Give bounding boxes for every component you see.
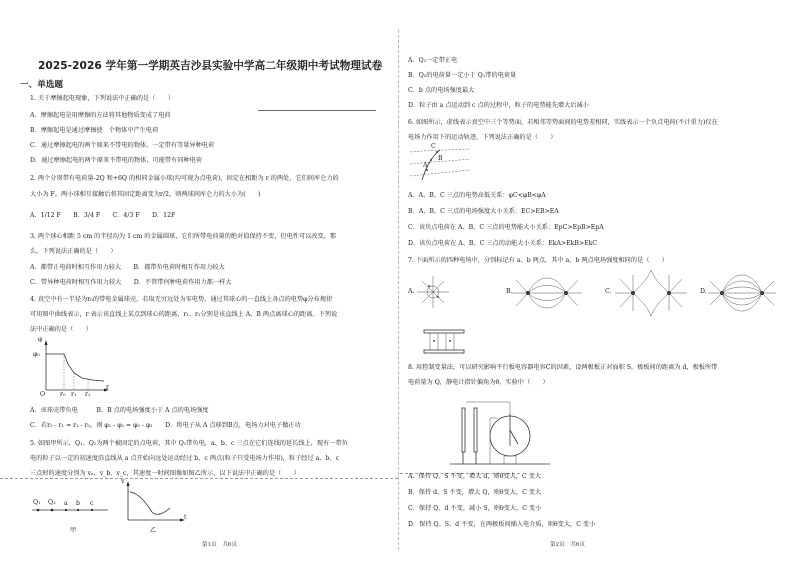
q5-c-label: c bbox=[90, 500, 94, 507]
q6-point-a: A bbox=[423, 162, 428, 169]
q4-stem: 可用图中曲线表示，r 表示该直线上某点到球心的距离，r₁、r₂分别是该直线上 A、B 两点离球心的距离。下列说 bbox=[30, 311, 338, 318]
q4-stem: 4. 真空中有一半径为r₀的带电金属球壳，若取无穷远处为零电势，通过其球心的一直线上各点的电势φ分布规律 bbox=[30, 296, 333, 303]
q2-stem: 2. 两个分别带有电荷量-2Q 和+6Q 的相同金属小球(均可视为点电荷)，固定在相距为 r 的两处，它们间库仑力的 bbox=[30, 175, 339, 182]
q6-option-b: B．A、B、C 三点的电场强度大小关系：EC>EB>EA bbox=[408, 208, 559, 215]
footer-page-1: 第1页 共6页 bbox=[202, 542, 238, 548]
q5-stem: 电的粒子以一定的初速度沿直线从 a 点开始向远处运动经过 b、c 两点(粒子只受电场力作用)，粒子经过 a、b、c bbox=[30, 455, 340, 462]
q8-option-b: B．保持 d、S 不变，增大 Q，则θ变大，C 变大 bbox=[408, 489, 542, 496]
q7-stem: 7. 下面所示的四种电场中，分别标记有 a、b 两点，其中 a、b 两点电场强度相同的是（ ） bbox=[408, 257, 668, 264]
q1-option-d: D．通过摩擦起电的两个原来不带电的物体，可能带有同种电荷 bbox=[30, 157, 203, 164]
q4-axis-phi: φ bbox=[38, 336, 43, 343]
q3-stem: 3. 两个球心相距 5 cm 的半径均为 1 cm 的金属圆球，它们所带电荷量的绝对值保持不变，但电性可以改变，那 bbox=[30, 233, 337, 240]
q5-jia-caption: 甲 bbox=[70, 527, 77, 534]
q6-point-b: B bbox=[438, 155, 443, 162]
exam-title: 2025-2026 学年第一学期英吉沙县实验中学高二年级期中考试物理试卷 bbox=[38, 60, 383, 72]
q4-r-label: r bbox=[106, 384, 109, 391]
footer-page-2: 第2页 共6页 bbox=[550, 542, 586, 548]
section-heading: 一、单选题 bbox=[20, 80, 63, 90]
q2-options: A．1/12 F B．3/4 F C．4/3 F D．12F bbox=[30, 212, 176, 219]
q4-options-cd: C．若r₂ - r₁ = r₁ - r₀，则 φ₁ - φ₂ = φ₀ - φ₁ D．将电子从 A 点移到B点，电场力对电子做正功 bbox=[30, 422, 301, 429]
q6-option-c: C．该负点电荷在 A、B、C 三点的电势能大小关系：EpC>EpB>EpA bbox=[408, 224, 604, 231]
q7-option-d-label: D. bbox=[700, 288, 707, 295]
q8-stem: 8. 用控制变量法，可以研究影响平行板电容器电容C的因素，设两极板正对面积 S，极板间的距离为 d，极板所带 bbox=[408, 364, 718, 371]
q1-stem: 1. 关于摩擦起电现象，下列说法中正确的是（ ） bbox=[30, 95, 174, 102]
q5-option-a: A．Q₁一定带正电 bbox=[408, 57, 458, 64]
q5-t-axis-label: t bbox=[184, 514, 187, 521]
q7-option-b-label: B. bbox=[506, 288, 513, 295]
q4-r0-label: r₀ bbox=[60, 391, 66, 398]
q5-b-label: b bbox=[76, 500, 80, 507]
q5-q2-label: Q₂ bbox=[48, 499, 56, 506]
q3-options-cd: C．带异种电荷时相互作用力较大 D．不管带何种电荷作用力都一样大 bbox=[30, 279, 232, 286]
q4-phi0-label: φ₀ bbox=[33, 351, 40, 358]
q5-a-label: a bbox=[64, 500, 68, 507]
q8-stem: 电荷量为 Q，静电计指针偏角为θ，实验中（ ） bbox=[408, 379, 549, 386]
q6-stem: 6. 如图所示，虚线表示真空中三个等势面，若相邻等势面间的电势差相同，实线表示一个负点电荷(不计重力)仅在 bbox=[408, 119, 718, 126]
q5-option-b: B．Q₂的电荷量一定小于 Q₁带的电荷量 bbox=[408, 72, 517, 79]
q2-stem: 大小为 F。两小球相互接触后将其固定距离变为r/2，则两球间库仑力的大小为( ) bbox=[30, 191, 261, 198]
q8-option-c: C．保持 Q、d 不变，减小 S，则θ变大，C 变小 bbox=[408, 505, 542, 512]
q5-yi-caption: 乙 bbox=[150, 527, 157, 534]
q1-option-a: A．摩擦起电是用摩擦的方法将其他物质变成了电荷 bbox=[30, 112, 171, 119]
q4-origin-label: O bbox=[40, 391, 46, 398]
q7-option-c-label: C. bbox=[605, 288, 612, 295]
q5-option-c: C．b 点的电场强度最大 bbox=[408, 87, 475, 94]
q6-option-a: A．A、B、C 三点的电势高低关系：φC<φB<φA bbox=[408, 192, 546, 199]
q4-options-ab: A．该球壳带负电 B．B 点的电场强度小于 A 点的电场强度 bbox=[30, 407, 209, 414]
q4-r2-label: r₂ bbox=[85, 391, 91, 398]
q6-point-c: C bbox=[431, 143, 436, 150]
q1-option-c: C．通过摩擦起电的两个原来不带电的物体，一定带有等量异种电荷 bbox=[30, 142, 215, 149]
q3-options-ab: A．都带正电荷时相互作用力较大 B．都带负电荷时相互作用力较大 bbox=[30, 264, 225, 271]
q6-stem: 电场力作用下的运动轨迹，下列说法正确的是（ ） bbox=[408, 134, 557, 141]
q5-q1-label: Q₁ bbox=[33, 499, 41, 506]
q8-option-a: A．保持 Q、S 不变，增大 d，则θ变大，C 变大 bbox=[408, 473, 542, 480]
q3-stem: 么，下列说法正确的是（ ） bbox=[30, 248, 117, 255]
q4-r1-label: r₁ bbox=[71, 391, 77, 398]
q5-stem: 三点时的速度分别为 vₐ、v_b、v_c，其速度一时间图像如图乙所示，以下说法中正确的是（ ） bbox=[30, 470, 300, 477]
q5-v-axis-label: v bbox=[121, 478, 125, 485]
q1-option-b: B．摩擦起电是通过摩擦使 个物体中产生电荷 bbox=[30, 127, 159, 134]
q5-stem: 5. 如图甲所示，Q₁、Q₂为两个被固定的点电荷，其中 Q₁带负电，a、b、c 三点在它们连线的延长线上，现有一带负 bbox=[30, 440, 348, 447]
page-fold bbox=[398, 30, 399, 550]
q6-option-d: D．该负点电荷在 A、B、C 三点的动能大小关系：EkA>EkB>EkC bbox=[408, 240, 598, 247]
q5-option-d: D．粒子由 a 点运动到 c 点的过程中，粒子的电势能先增大后减小 bbox=[408, 102, 589, 109]
page-2 bbox=[400, 0, 800, 566]
q8-option-d: D．保持 Q、S、d 不变，在两极板间插入电介质，则θ变大，C 变小 bbox=[408, 521, 596, 528]
q7-option-a-label: A. bbox=[408, 288, 415, 295]
q4-stem: 法中正确的是（ ） bbox=[30, 326, 92, 333]
